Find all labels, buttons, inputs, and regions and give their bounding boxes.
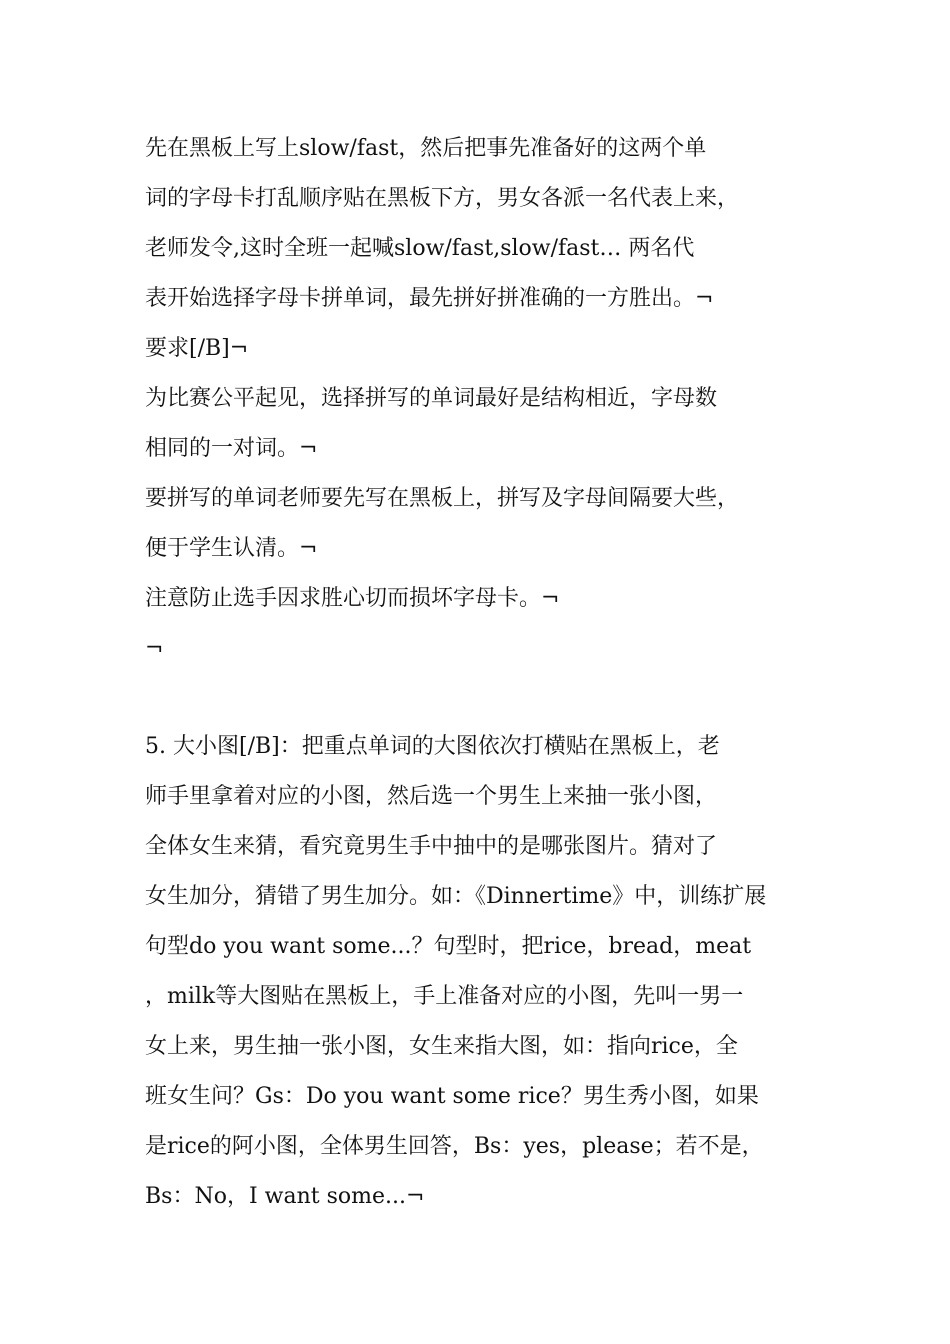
empty-line-marker: ¬	[145, 636, 164, 661]
text-line: 班女生问？Gs：Do you want some rice？男生秀小图，如果	[145, 1084, 759, 1109]
text-line: 女上来，男生抽一张小图，女生来指大图，如：指向rice，全	[145, 1034, 738, 1059]
text-line: 先在黑板上写上slow/fast，然后把事先准备好的这两个单	[145, 136, 707, 161]
text-line: 句型do you want some...？句型时，把rice，bread，meat	[145, 934, 752, 959]
requirements-heading: 要求[/B]¬	[145, 336, 249, 361]
text-line: 相同的一对词。¬	[145, 436, 318, 461]
text-line: 表开始选择字母卡拼单词，最先拼好拼准确的一方胜出。¬	[145, 286, 714, 311]
text-line: 女生加分，猜错了男生加分。如：《Dinnertime》中，训练扩展	[145, 884, 767, 909]
text-line: 词的字母卡打乱顺序贴在黑板下方，男女各派一名代表上来，	[145, 186, 740, 211]
text-line: 是rice的阿小图，全体男生回答，Bs：yes，please；若不是，	[145, 1134, 764, 1159]
text-line: 要拼写的单词老师要先写在黑板上，拼写及字母间隔要大些，	[145, 486, 740, 511]
text-line: 注意防止选手因求胜心切而损坏字母卡。¬	[145, 586, 560, 611]
text-line: Bs：No，I want some...¬	[145, 1184, 425, 1209]
text-line: ，milk等大图贴在黑板上，手上准备对应的小图，先叫一男一	[145, 984, 744, 1009]
text-line: 老师发令,这时全班一起喊slow/fast,slow/fast… 两名代	[145, 236, 695, 261]
section-heading-line: 5. 大小图[/B]：把重点单词的大图依次打横贴在黑板上，老	[145, 734, 720, 759]
text-line: 为比赛公平起见，选择拼写的单词最好是结构相近，字母数	[145, 386, 718, 411]
text-line: 师手里拿着对应的小图，然后选一个男生上来抽一张小图，	[145, 784, 718, 809]
text-line: 全体女生来猜，看究竟男生手中抽中的是哪张图片。猜对了	[145, 834, 718, 859]
text-line: 便于学生认清。¬	[145, 536, 318, 561]
